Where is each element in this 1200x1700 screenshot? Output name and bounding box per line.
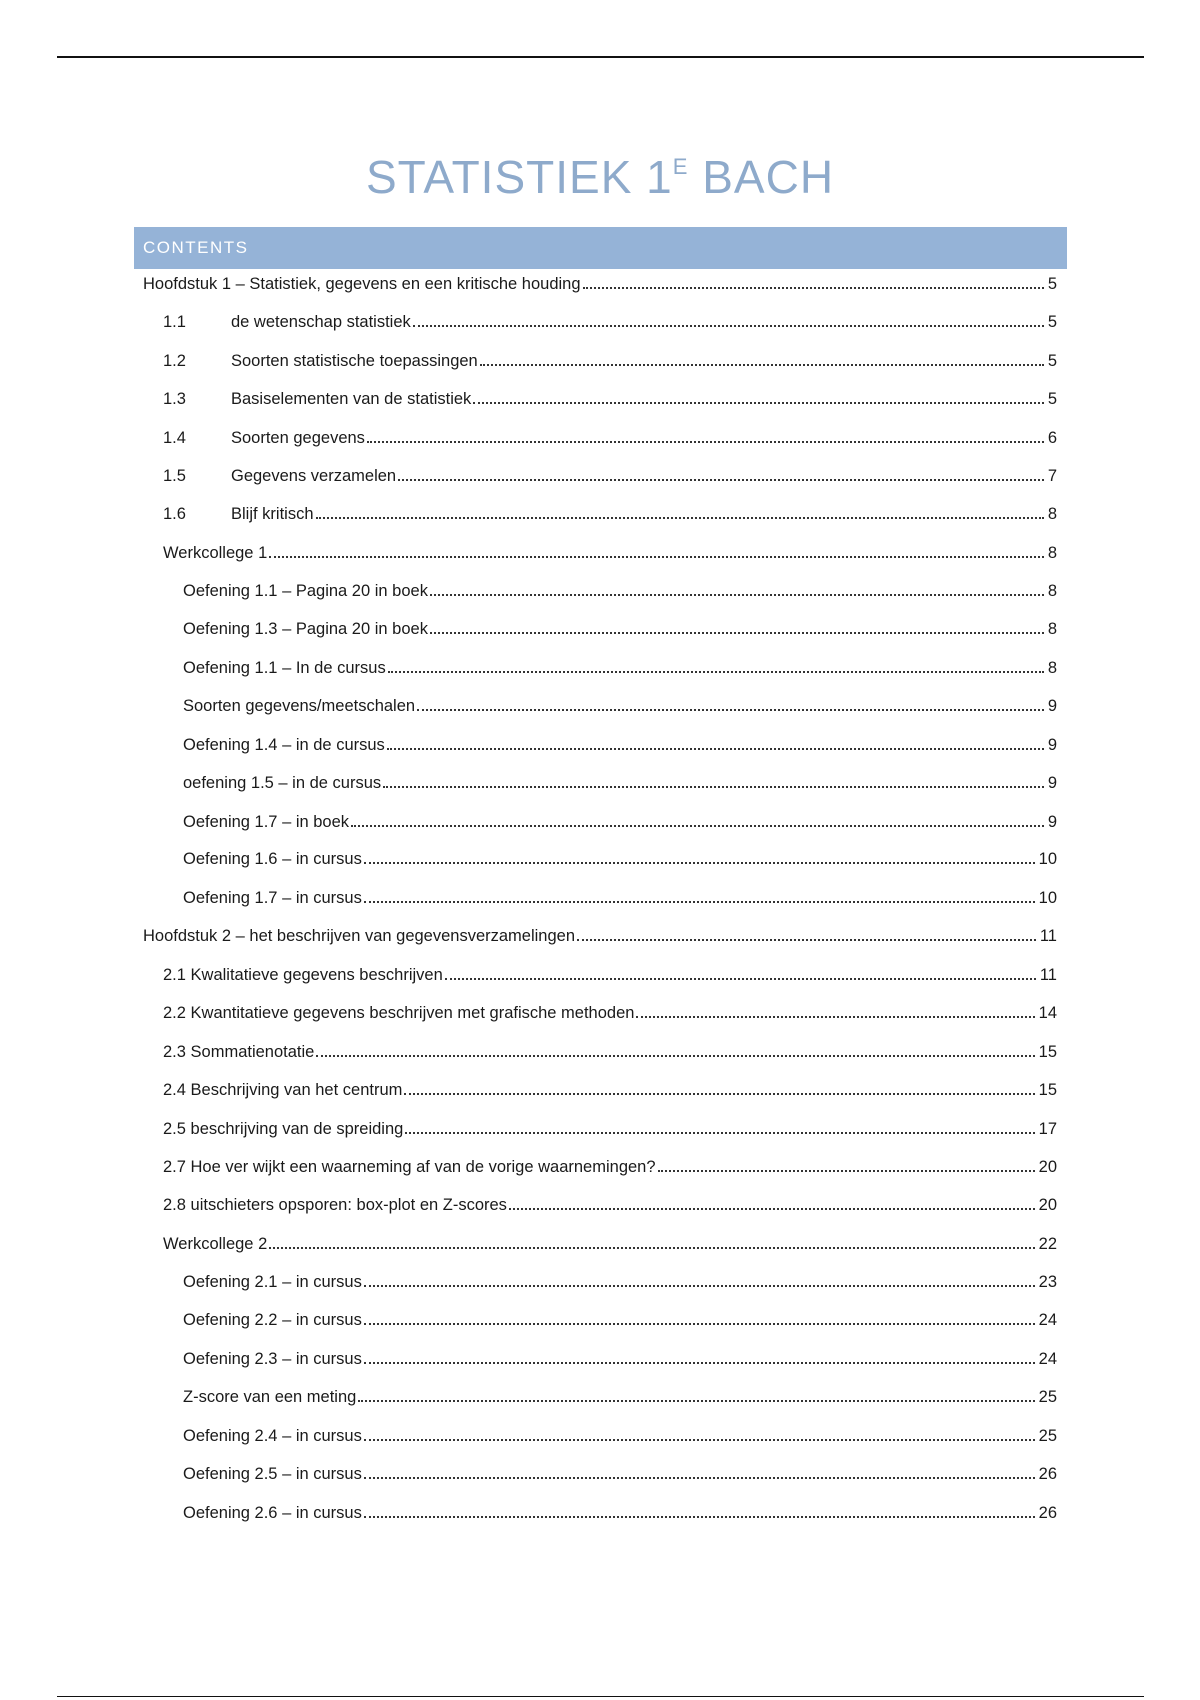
toc-entry-title: Oefening 2.2 – in cursus bbox=[183, 1311, 362, 1329]
toc-dot-leader bbox=[388, 671, 1044, 673]
toc-entry-page: 23 bbox=[1038, 1273, 1057, 1291]
toc-entry-title: Oefening 1.6 – in cursus bbox=[183, 850, 362, 868]
toc-entry-number: 1.5 bbox=[163, 467, 186, 485]
toc-entry-page: 11 bbox=[1039, 927, 1057, 945]
toc-dot-leader bbox=[367, 441, 1044, 443]
toc-dot-leader bbox=[364, 1439, 1035, 1441]
toc-entry-title: Oefening 1.1 – In de cursus bbox=[183, 659, 386, 677]
toc-dot-leader bbox=[269, 556, 1044, 558]
toc-entry-page: 8 bbox=[1047, 659, 1057, 677]
toc-entry-title: Blijf kritisch bbox=[231, 505, 314, 523]
toc-dot-leader bbox=[577, 939, 1036, 941]
toc-entry-page: 8 bbox=[1047, 620, 1057, 638]
toc-entry[interactable] bbox=[183, 1386, 1057, 1408]
toc-entry-page: 10 bbox=[1038, 889, 1057, 907]
toc-dot-leader bbox=[509, 1208, 1035, 1210]
toc-entry-title: Hoofdstuk 1 – Statistiek, gegevens en een kritische houding bbox=[143, 275, 581, 293]
toc-entry[interactable] bbox=[163, 465, 1057, 487]
toc-entry-title: Basiselementen van de statistiek bbox=[231, 390, 472, 408]
toc-entry[interactable] bbox=[163, 388, 1057, 410]
toc-entry-page: 15 bbox=[1038, 1081, 1057, 1099]
toc-entry[interactable] bbox=[183, 1309, 1057, 1331]
toc-entry-page: 5 bbox=[1047, 275, 1057, 293]
toc-entry[interactable] bbox=[163, 1194, 1057, 1216]
toc-dot-leader bbox=[358, 1400, 1034, 1402]
toc-entry-title: Oefening 1.3 – Pagina 20 in boek bbox=[183, 620, 428, 638]
toc-entry[interactable] bbox=[183, 695, 1057, 717]
toc-entry-title: 2.1 Kwalitatieve gegevens beschrijven bbox=[163, 966, 443, 984]
toc-entry-number: 1.2 bbox=[163, 352, 186, 370]
toc-entry-page: 26 bbox=[1038, 1504, 1057, 1522]
toc-entry-title: Soorten gegevens/meetschalen bbox=[183, 697, 416, 715]
toc-entry[interactable] bbox=[183, 811, 1057, 833]
toc-entry-title: Soorten statistische toepassingen bbox=[231, 352, 478, 370]
toc-entry-title: Z-score van een meting bbox=[183, 1388, 357, 1406]
toc-entry[interactable] bbox=[163, 1233, 1057, 1255]
toc-entry-page: 14 bbox=[1038, 1004, 1057, 1022]
toc-entry-page: 9 bbox=[1047, 736, 1057, 754]
toc-entry-title: Soorten gegevens bbox=[231, 429, 365, 447]
toc-entry[interactable] bbox=[143, 925, 1057, 947]
toc-entry[interactable] bbox=[183, 848, 1057, 870]
toc-entry-title: Oefening 2.3 – in cursus bbox=[183, 1350, 362, 1368]
toc-dot-leader bbox=[473, 402, 1044, 404]
top-rule bbox=[57, 56, 1144, 58]
bottom-rule bbox=[57, 1696, 1144, 1697]
toc-dot-leader bbox=[351, 825, 1044, 827]
toc-entry-page: 6 bbox=[1047, 429, 1057, 447]
toc-entry[interactable] bbox=[183, 1348, 1057, 1370]
toc-entry-page: 9 bbox=[1047, 774, 1057, 792]
toc-entry-page: 24 bbox=[1038, 1350, 1057, 1368]
toc-entry-page: 10 bbox=[1038, 850, 1057, 868]
toc-entry-page: 9 bbox=[1047, 697, 1057, 715]
toc-entry-title: Oefening 2.6 – in cursus bbox=[183, 1504, 362, 1522]
toc-entry-number: 1.6 bbox=[163, 505, 186, 523]
toc-entry-title: 2.2 Kwantitatieve gegevens beschrijven met grafische methoden bbox=[163, 1004, 635, 1022]
toc-dot-leader bbox=[364, 1516, 1035, 1518]
toc-dot-leader bbox=[364, 1477, 1035, 1479]
toc-entry-title: Oefening 2.1 – in cursus bbox=[183, 1273, 362, 1291]
title-superscript: E bbox=[672, 154, 689, 179]
toc-entry-number: 1.3 bbox=[163, 390, 186, 408]
toc-entry-title: 2.8 uitschieters opsporen: box-plot en Z-scores bbox=[163, 1196, 507, 1214]
toc-dot-leader bbox=[430, 594, 1044, 596]
toc-entry-page: 7 bbox=[1047, 467, 1057, 485]
toc-dot-leader bbox=[387, 748, 1044, 750]
toc-entry-title: oefening 1.5 – in de cursus bbox=[183, 774, 382, 792]
toc-entry-page: 15 bbox=[1038, 1043, 1057, 1061]
toc-dot-leader bbox=[445, 978, 1036, 980]
toc-entry-page: 25 bbox=[1038, 1388, 1057, 1406]
toc-dot-leader bbox=[636, 1016, 1034, 1018]
toc-entry-title: Oefening 2.5 – in cursus bbox=[183, 1465, 362, 1483]
toc-entry[interactable] bbox=[183, 1425, 1057, 1447]
toc-entry-page: 5 bbox=[1047, 390, 1057, 408]
toc-entry[interactable] bbox=[163, 1002, 1057, 1024]
toc-dot-leader bbox=[364, 1285, 1035, 1287]
toc-entry-page: 11 bbox=[1039, 966, 1057, 984]
toc-entry-number: 1.1 bbox=[163, 313, 186, 331]
toc-entry[interactable] bbox=[163, 964, 1057, 986]
toc-entry-page: 9 bbox=[1047, 813, 1057, 831]
toc-dot-leader bbox=[316, 1055, 1034, 1057]
toc-entry-title: Oefening 2.4 – in cursus bbox=[183, 1427, 362, 1445]
toc-entry-page: 26 bbox=[1038, 1465, 1057, 1483]
toc-dot-leader bbox=[364, 1323, 1035, 1325]
toc-entry-page: 24 bbox=[1038, 1311, 1057, 1329]
toc-entry-page: 8 bbox=[1047, 544, 1057, 562]
toc-entry[interactable] bbox=[183, 772, 1057, 794]
toc-dot-leader bbox=[364, 862, 1035, 864]
toc-entry-title: de wetenschap statistiek bbox=[231, 313, 411, 331]
toc-dot-leader bbox=[658, 1170, 1035, 1172]
toc-entry[interactable] bbox=[163, 311, 1057, 333]
toc-entry-title: Oefening 1.7 – in boek bbox=[183, 813, 350, 831]
toc-entry[interactable] bbox=[163, 1156, 1057, 1178]
toc-dot-leader bbox=[316, 517, 1044, 519]
toc-entry[interactable] bbox=[163, 1079, 1057, 1101]
toc-entry-page: 20 bbox=[1038, 1196, 1057, 1214]
toc-entry-title: 2.7 Hoe ver wijkt een waarneming af van de vorige waarnemingen? bbox=[163, 1158, 656, 1176]
toc-entry-title: 2.3 Sommatienotatie bbox=[163, 1043, 315, 1061]
toc-entry-title: 2.4 Beschrijving van het centrum bbox=[163, 1081, 403, 1099]
toc-entry[interactable] bbox=[143, 273, 1057, 295]
toc-entry[interactable] bbox=[183, 1271, 1057, 1293]
toc-entry-page: 17 bbox=[1038, 1120, 1057, 1138]
toc-dot-leader bbox=[417, 709, 1044, 711]
toc-dot-leader bbox=[430, 632, 1044, 634]
toc-entry[interactable] bbox=[183, 580, 1057, 602]
toc-entry-title: Gegevens verzamelen bbox=[231, 467, 397, 485]
toc-entry-page: 8 bbox=[1047, 505, 1057, 523]
toc-dot-leader bbox=[480, 364, 1044, 366]
toc-entry-number: 1.4 bbox=[163, 429, 186, 447]
toc-entry[interactable] bbox=[163, 427, 1057, 449]
toc-entry-title: Oefening 1.1 – Pagina 20 in boek bbox=[183, 582, 428, 600]
toc-entry-page: 5 bbox=[1047, 352, 1057, 370]
toc-entry-page: 5 bbox=[1047, 313, 1057, 331]
toc-dot-leader bbox=[413, 325, 1044, 327]
toc-entry[interactable] bbox=[183, 1463, 1057, 1485]
toc-entry-title: 2.5 beschrijving van de spreiding bbox=[163, 1120, 404, 1138]
toc-entry-title: Werkcollege 2 bbox=[163, 1235, 268, 1253]
toc-entry[interactable] bbox=[183, 1502, 1057, 1524]
toc-dot-leader bbox=[404, 1093, 1034, 1095]
toc-entry-page: 8 bbox=[1047, 582, 1057, 600]
toc-entry[interactable] bbox=[183, 887, 1057, 909]
toc-entry[interactable] bbox=[163, 1118, 1057, 1140]
toc-entry-title: Oefening 1.7 – in cursus bbox=[183, 889, 362, 907]
toc-entry[interactable] bbox=[163, 1041, 1057, 1063]
toc-dot-leader bbox=[364, 901, 1035, 903]
toc-entry[interactable] bbox=[163, 350, 1057, 372]
document-title: STATISTIEK $1^E$ BACH bbox=[365, 151, 835, 203]
toc-entry-page: 25 bbox=[1038, 1427, 1057, 1445]
toc-entry[interactable] bbox=[183, 657, 1057, 679]
toc-dot-leader bbox=[405, 1132, 1034, 1134]
toc-dot-leader bbox=[398, 479, 1044, 481]
toc-entry-title: Oefening 1.4 – in de cursus bbox=[183, 736, 385, 754]
toc-entry-title: Werkcollege 1 bbox=[163, 544, 268, 562]
toc-entry-title: Hoofdstuk 2 – het beschrijven van gegevensverzamelingen bbox=[143, 927, 576, 945]
toc-dot-leader bbox=[383, 786, 1044, 788]
toc-entry[interactable] bbox=[183, 734, 1057, 756]
toc-entry-page: 22 bbox=[1038, 1235, 1057, 1253]
toc-entry-page: 20 bbox=[1038, 1158, 1057, 1176]
toc-entry[interactable] bbox=[163, 503, 1057, 525]
contents-heading: CONTENTS bbox=[134, 227, 1067, 269]
toc-entry[interactable] bbox=[183, 618, 1057, 640]
toc-dot-leader bbox=[583, 287, 1044, 289]
toc-dot-leader bbox=[269, 1247, 1034, 1249]
toc-dot-leader bbox=[364, 1362, 1035, 1364]
toc-entry[interactable] bbox=[163, 542, 1057, 564]
